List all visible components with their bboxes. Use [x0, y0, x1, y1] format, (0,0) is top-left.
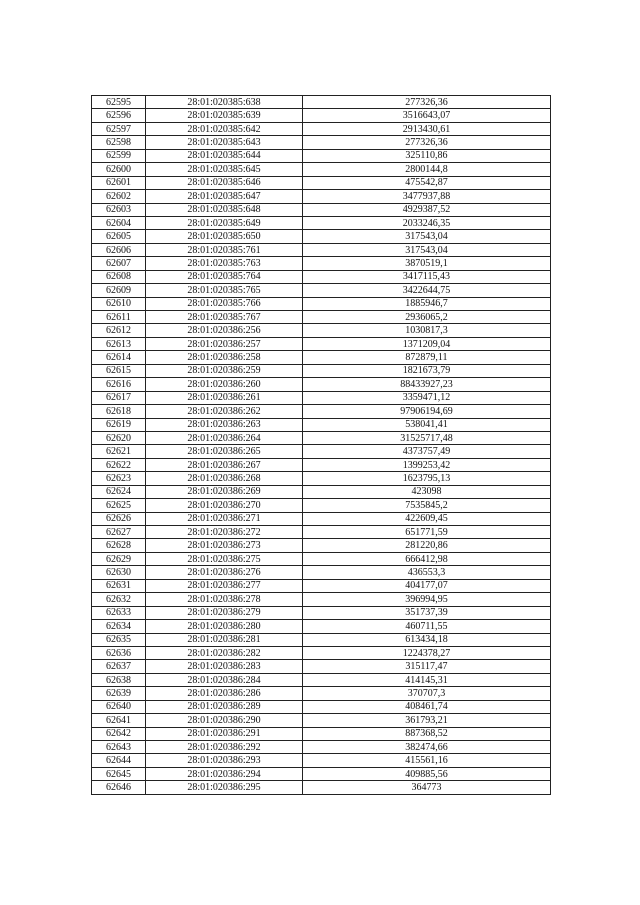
table-body	[92, 96, 551, 795]
cadastral-number-cell: 28:01:020386:292	[146, 741, 303, 754]
value-cell: 97906194,69	[303, 405, 551, 418]
cadastral-number-cell: 28:01:020386:270	[146, 499, 303, 512]
row-number-cell: 62612	[92, 324, 146, 337]
value-cell: 2913430,61	[303, 122, 551, 135]
table-row	[92, 149, 551, 162]
cadastral-number-cell: 28:01:020386:256	[146, 324, 303, 337]
row-number-cell: 62646	[92, 781, 146, 794]
table-row	[92, 499, 551, 512]
cadastral-number-cell: 28:01:020385:639	[146, 109, 303, 122]
value-cell: 460711,55	[303, 620, 551, 633]
row-number-cell: 62609	[92, 284, 146, 297]
value-cell: 408461,74	[303, 700, 551, 713]
table-row	[92, 391, 551, 404]
value-cell: 872879,11	[303, 351, 551, 364]
row-number-cell: 62636	[92, 646, 146, 659]
value-cell: 436553,3	[303, 566, 551, 579]
table-row	[92, 754, 551, 767]
table-row	[92, 512, 551, 525]
table-row	[92, 109, 551, 122]
value-cell: 277326,36	[303, 96, 551, 109]
value-cell: 325110,86	[303, 149, 551, 162]
row-number-cell: 62611	[92, 311, 146, 324]
cadastral-number-cell: 28:01:020386:291	[146, 727, 303, 740]
row-number-cell: 62598	[92, 136, 146, 149]
cadastral-number-cell: 28:01:020386:259	[146, 364, 303, 377]
value-cell: 651771,59	[303, 526, 551, 539]
value-cell: 1371209,04	[303, 337, 551, 350]
table-row	[92, 243, 551, 256]
value-cell: 415561,16	[303, 754, 551, 767]
table-row	[92, 190, 551, 203]
value-cell: 281220,86	[303, 539, 551, 552]
table-row	[92, 458, 551, 471]
cadastral-number-cell: 28:01:020385:644	[146, 149, 303, 162]
row-number-cell: 62639	[92, 687, 146, 700]
value-cell: 404177,07	[303, 579, 551, 592]
cadastral-number-cell: 28:01:020386:275	[146, 552, 303, 565]
table-row	[92, 405, 551, 418]
value-cell: 1821673,79	[303, 364, 551, 377]
value-cell: 3516643,07	[303, 109, 551, 122]
cadastral-number-cell: 28:01:020386:293	[146, 754, 303, 767]
value-cell: 4373757,49	[303, 445, 551, 458]
table-row	[92, 633, 551, 646]
value-cell: 409885,56	[303, 767, 551, 780]
cadastral-number-cell: 28:01:020386:265	[146, 445, 303, 458]
cadastral-number-cell: 28:01:020385:761	[146, 243, 303, 256]
row-number-cell: 62619	[92, 418, 146, 431]
table-row	[92, 445, 551, 458]
row-number-cell: 62627	[92, 526, 146, 539]
row-number-cell: 62601	[92, 176, 146, 189]
cadastral-number-cell: 28:01:020386:283	[146, 660, 303, 673]
row-number-cell: 62595	[92, 96, 146, 109]
value-cell: 351737,39	[303, 606, 551, 619]
cadastral-number-cell: 28:01:020385:649	[146, 216, 303, 229]
table-row	[92, 96, 551, 109]
cadastral-number-cell: 28:01:020385:650	[146, 230, 303, 243]
table-row	[92, 687, 551, 700]
table-row	[92, 485, 551, 498]
cadastral-value-table	[91, 95, 551, 795]
row-number-cell: 62603	[92, 203, 146, 216]
value-cell: 364773	[303, 781, 551, 794]
row-number-cell: 62610	[92, 297, 146, 310]
value-cell: 277326,36	[303, 136, 551, 149]
table-row	[92, 579, 551, 592]
row-number-cell: 62616	[92, 378, 146, 391]
cadastral-number-cell: 28:01:020386:268	[146, 472, 303, 485]
cadastral-number-cell: 28:01:020386:269	[146, 485, 303, 498]
row-number-cell: 62613	[92, 337, 146, 350]
table-row	[92, 418, 551, 431]
cadastral-number-cell: 28:01:020386:278	[146, 593, 303, 606]
value-cell: 382474,66	[303, 741, 551, 754]
value-cell: 666412,98	[303, 552, 551, 565]
row-number-cell: 62642	[92, 727, 146, 740]
row-number-cell: 62633	[92, 606, 146, 619]
table-row	[92, 727, 551, 740]
value-cell: 2936065,2	[303, 311, 551, 324]
cadastral-number-cell: 28:01:020386:290	[146, 714, 303, 727]
value-cell: 88433927,23	[303, 378, 551, 391]
row-number-cell: 62644	[92, 754, 146, 767]
table-row	[92, 539, 551, 552]
row-number-cell: 62623	[92, 472, 146, 485]
row-number-cell: 62608	[92, 270, 146, 283]
row-number-cell: 62596	[92, 109, 146, 122]
row-number-cell: 62620	[92, 431, 146, 444]
value-cell: 423098	[303, 485, 551, 498]
value-cell: 3417115,43	[303, 270, 551, 283]
value-cell: 317543,04	[303, 230, 551, 243]
row-number-cell: 62617	[92, 391, 146, 404]
cadastral-number-cell: 28:01:020386:281	[146, 633, 303, 646]
cadastral-number-cell: 28:01:020386:294	[146, 767, 303, 780]
row-number-cell: 62599	[92, 149, 146, 162]
cadastral-number-cell: 28:01:020385:642	[146, 122, 303, 135]
row-number-cell: 62604	[92, 216, 146, 229]
value-cell: 317543,04	[303, 243, 551, 256]
value-cell: 2033246,35	[303, 216, 551, 229]
value-cell: 1399253,42	[303, 458, 551, 471]
table-row	[92, 176, 551, 189]
cadastral-number-cell: 28:01:020385:763	[146, 257, 303, 270]
table-row	[92, 337, 551, 350]
table-row	[92, 122, 551, 135]
cadastral-number-cell: 28:01:020385:638	[146, 96, 303, 109]
cadastral-number-cell: 28:01:020386:257	[146, 337, 303, 350]
cadastral-number-cell: 28:01:020386:279	[146, 606, 303, 619]
table-row	[92, 257, 551, 270]
table-row	[92, 351, 551, 364]
row-number-cell: 62615	[92, 364, 146, 377]
table-row	[92, 593, 551, 606]
row-number-cell: 62632	[92, 593, 146, 606]
cadastral-number-cell: 28:01:020386:261	[146, 391, 303, 404]
row-number-cell: 62597	[92, 122, 146, 135]
row-number-cell: 62628	[92, 539, 146, 552]
cadastral-number-cell: 28:01:020386:262	[146, 405, 303, 418]
table-row	[92, 136, 551, 149]
row-number-cell: 62631	[92, 579, 146, 592]
table-row	[92, 431, 551, 444]
table-row	[92, 620, 551, 633]
cadastral-number-cell: 28:01:020385:645	[146, 163, 303, 176]
row-number-cell: 62626	[92, 512, 146, 525]
cadastral-number-cell: 28:01:020386:267	[146, 458, 303, 471]
row-number-cell: 62640	[92, 700, 146, 713]
table-row	[92, 324, 551, 337]
value-cell: 370707,3	[303, 687, 551, 700]
cadastral-number-cell: 28:01:020386:263	[146, 418, 303, 431]
table-row	[92, 163, 551, 176]
row-number-cell: 62629	[92, 552, 146, 565]
row-number-cell: 62635	[92, 633, 146, 646]
row-number-cell: 62602	[92, 190, 146, 203]
table-row	[92, 700, 551, 713]
cadastral-number-cell: 28:01:020386:273	[146, 539, 303, 552]
row-number-cell: 62625	[92, 499, 146, 512]
cadastral-number-cell: 28:01:020386:276	[146, 566, 303, 579]
table-row	[92, 526, 551, 539]
value-cell: 414145,31	[303, 673, 551, 686]
table-row	[92, 203, 551, 216]
value-cell: 475542,87	[303, 176, 551, 189]
value-cell: 1224378,27	[303, 646, 551, 659]
table-row	[92, 606, 551, 619]
row-number-cell: 62607	[92, 257, 146, 270]
cadastral-number-cell: 28:01:020385:764	[146, 270, 303, 283]
cadastral-number-cell: 28:01:020385:643	[146, 136, 303, 149]
table-row	[92, 767, 551, 780]
cadastral-number-cell: 28:01:020386:280	[146, 620, 303, 633]
value-cell: 3477937,88	[303, 190, 551, 203]
table-row	[92, 230, 551, 243]
value-cell: 31525717,48	[303, 431, 551, 444]
table-row	[92, 646, 551, 659]
cadastral-number-cell: 28:01:020385:646	[146, 176, 303, 189]
table-row	[92, 566, 551, 579]
row-number-cell: 62634	[92, 620, 146, 633]
cadastral-number-cell: 28:01:020385:765	[146, 284, 303, 297]
table-row	[92, 216, 551, 229]
table-row	[92, 660, 551, 673]
cadastral-number-cell: 28:01:020385:647	[146, 190, 303, 203]
row-number-cell: 62622	[92, 458, 146, 471]
cadastral-number-cell: 28:01:020386:271	[146, 512, 303, 525]
row-number-cell: 62624	[92, 485, 146, 498]
cadastral-number-cell: 28:01:020385:766	[146, 297, 303, 310]
table-row	[92, 781, 551, 794]
table-row	[92, 552, 551, 565]
table-row	[92, 472, 551, 485]
cadastral-number-cell: 28:01:020386:295	[146, 781, 303, 794]
value-cell: 396994,95	[303, 593, 551, 606]
row-number-cell: 62638	[92, 673, 146, 686]
value-cell: 3359471,12	[303, 391, 551, 404]
cadastral-number-cell: 28:01:020386:258	[146, 351, 303, 364]
value-cell: 4929387,52	[303, 203, 551, 216]
cadastral-number-cell: 28:01:020385:648	[146, 203, 303, 216]
cadastral-number-cell: 28:01:020386:272	[146, 526, 303, 539]
row-number-cell: 62643	[92, 741, 146, 754]
table-row	[92, 741, 551, 754]
row-number-cell: 62618	[92, 405, 146, 418]
value-cell: 361793,21	[303, 714, 551, 727]
table-row	[92, 270, 551, 283]
cadastral-number-cell: 28:01:020386:286	[146, 687, 303, 700]
cadastral-number-cell: 28:01:020386:289	[146, 700, 303, 713]
row-number-cell: 62641	[92, 714, 146, 727]
value-cell: 315117,47	[303, 660, 551, 673]
table-row	[92, 673, 551, 686]
cadastral-number-cell: 28:01:020386:284	[146, 673, 303, 686]
table-row	[92, 311, 551, 324]
value-cell: 1030817,3	[303, 324, 551, 337]
value-cell: 3422644,75	[303, 284, 551, 297]
cadastral-number-cell: 28:01:020385:767	[146, 311, 303, 324]
table-row	[92, 378, 551, 391]
row-number-cell: 62614	[92, 351, 146, 364]
row-number-cell: 62606	[92, 243, 146, 256]
value-cell: 1623795,13	[303, 472, 551, 485]
table-row	[92, 714, 551, 727]
cadastral-number-cell: 28:01:020386:264	[146, 431, 303, 444]
cadastral-number-cell: 28:01:020386:260	[146, 378, 303, 391]
row-number-cell: 62630	[92, 566, 146, 579]
row-number-cell: 62605	[92, 230, 146, 243]
value-cell: 422609,45	[303, 512, 551, 525]
table-row	[92, 284, 551, 297]
row-number-cell: 62621	[92, 445, 146, 458]
value-cell: 3870519,1	[303, 257, 551, 270]
value-cell: 2800144,8	[303, 163, 551, 176]
value-cell: 613434,18	[303, 633, 551, 646]
cadastral-number-cell: 28:01:020386:282	[146, 646, 303, 659]
value-cell: 1885946,7	[303, 297, 551, 310]
row-number-cell: 62637	[92, 660, 146, 673]
value-cell: 887368,52	[303, 727, 551, 740]
table-row	[92, 364, 551, 377]
row-number-cell: 62645	[92, 767, 146, 780]
table-row	[92, 297, 551, 310]
value-cell: 538041,41	[303, 418, 551, 431]
value-cell: 7535845,2	[303, 499, 551, 512]
cadastral-number-cell: 28:01:020386:277	[146, 579, 303, 592]
row-number-cell: 62600	[92, 163, 146, 176]
